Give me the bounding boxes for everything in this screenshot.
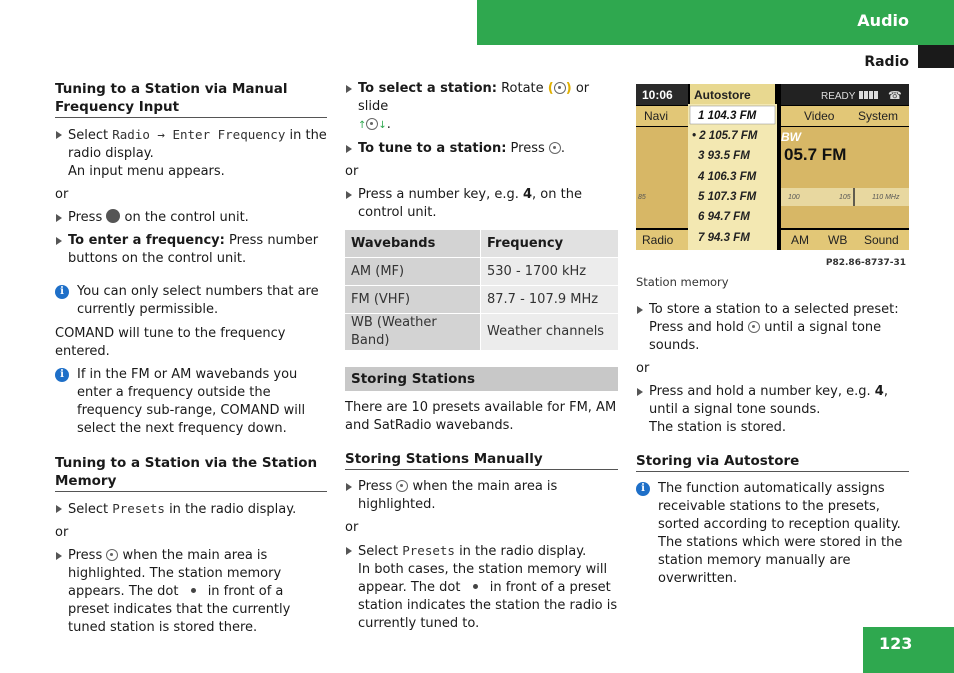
scale-110: 110 MHz [872,194,900,201]
section-title: Audio [857,11,909,30]
subsection-title: Radio [864,54,909,70]
press-knob-icon [106,549,118,561]
step-tune-station: To tune to a station: Press . [345,140,618,158]
slide-up-down-icon: ↑ ↓ [358,120,387,131]
table-row: AM (MF) 530 - 1700 kHz [345,258,618,286]
info-note-autostore: i The function automatically assigns receivable stations to the presets, sorted according to reception quality. The stations which were stored in the station memory manually are overwritten. [636,480,909,588]
system-label: System [858,109,899,123]
am-label: AM [791,233,809,247]
menu-radio: Radio [112,127,150,142]
step-hold-number-key: Press and hold a number key, e.g. 4, until a signal tone sounds. The station is stored. [636,383,909,437]
waveband-table [345,230,618,351]
step-select-radio: Select Radio → Enter Frequency in the radio display. An input menu appears. [55,126,327,181]
heading-storing-stations: Storing Stations [345,367,618,391]
step-press-button: Press on the control unit. [55,209,327,227]
preset-7: 7 94.3 FM [698,232,750,244]
step-press-main: Press when the main area is highlighted. [345,478,618,514]
press-knob-icon [748,321,760,333]
scale-105: 105 [839,194,851,201]
step-press-main-area: Press when the main area is highlighted. The station memory appears. The dot in front of a preset indicates that the currently tuned station is stored there. [55,547,327,637]
table-header: Frequency [481,230,618,258]
radio-display [636,84,909,250]
phone-icon: ☎ [888,90,902,102]
hash-button-icon [106,209,120,223]
or-text: or [55,187,69,202]
page-number-box [863,627,954,673]
radio-label: Radio [642,233,674,247]
menu-presets: Presets [402,543,455,558]
section-tab-marker [918,45,954,68]
heading-autostore: Storing via Autostore [636,452,909,472]
column-3 [636,82,909,594]
ready-status: READY [821,91,856,102]
page-number: 123 [879,634,913,653]
heading-station-memory: Tuning to a Station via the Station Memory [55,454,327,492]
figure-code: P82.86-8737-31 [825,258,906,268]
scale-85: 85 [638,194,646,201]
menu-presets: Presets [112,501,165,516]
preset-3: 3 93.5 FM [698,150,750,162]
bw-label: BW [781,130,801,144]
wb-label: WB [828,233,848,247]
dot-icon [191,588,196,593]
menu-enter-frequency: Enter Frequency [172,127,286,142]
clock-text: 10:06 [642,88,673,102]
table-row: WB (Weather Band) Weather channels [345,314,618,351]
or-text: or [345,520,359,535]
figure-caption: Station memory [636,275,729,289]
step-select-presets: Select Presets in the radio display. In both cases, the station memory will appear. The dot in front of a preset station indicates the station the radio is currently tuned to. [345,542,618,633]
scale-100: 100 [788,194,800,201]
presets-text: There are 10 presets available for FM, AM and SatRadio wavebands. [345,400,617,433]
comand-tune-text: COMAND will tune to the frequency entered. [55,326,286,359]
info-icon: i [636,482,650,496]
heading-storing-manually: Storing Stations Manually [345,450,618,470]
navi-label: Navi [644,109,669,123]
station-memory-screenshot [636,84,909,267]
autostore-label: Autostore [694,88,751,102]
header-band [477,0,954,45]
info-note-1: i You can only select numbers that are currently permissible. [55,283,327,319]
preset-6: 6 94.7 FM [698,211,750,223]
preset-1: 1 104.3 FM [698,110,757,122]
info-note-2: i If in the FM or AM wavebands you enter a frequency outside the frequency sub-range, COMAND will select the next frequency down. [55,366,327,438]
column-2 [345,80,618,638]
step-store-preset: To store a station to a selected preset: Press and hold until a signal tone sounds. [636,301,909,355]
video-label: Video [804,109,835,123]
or-text: or [55,525,69,540]
preset-2: • 2 105.7 FM [692,130,758,142]
step-select-station: To select a station: Rotate ( ) or slide ↑ ↓. [345,80,618,135]
step-number-key: Press a number key, e.g. 4, on the control unit. [345,186,618,222]
preset-5: 5 107.3 FM [698,191,757,203]
big-frequency: 05.7 FM [784,145,847,164]
column-1 [55,80,327,642]
rotate-knob-icon: ( ) [547,81,572,96]
info-icon: i [55,285,69,299]
sound-label: Sound [864,233,899,247]
press-knob-icon [549,142,561,154]
dot-icon [473,584,478,589]
preset-4: 4 106.3 FM [698,171,757,183]
or-text: or [636,361,650,376]
step-select-presets: Select Presets in the radio display. [55,500,327,519]
or-text: or [345,164,359,179]
press-knob-icon [396,480,408,492]
table-row: FM (VHF) 87.7 - 107.9 MHz [345,286,618,314]
step-enter-frequency: To enter a frequency: Press number buttons on the control unit. [55,232,327,268]
info-icon: i [55,368,69,382]
heading-manual-frequency: Tuning to a Station via Manual Frequency Input [55,80,327,118]
table-header: Wavebands [345,230,481,258]
